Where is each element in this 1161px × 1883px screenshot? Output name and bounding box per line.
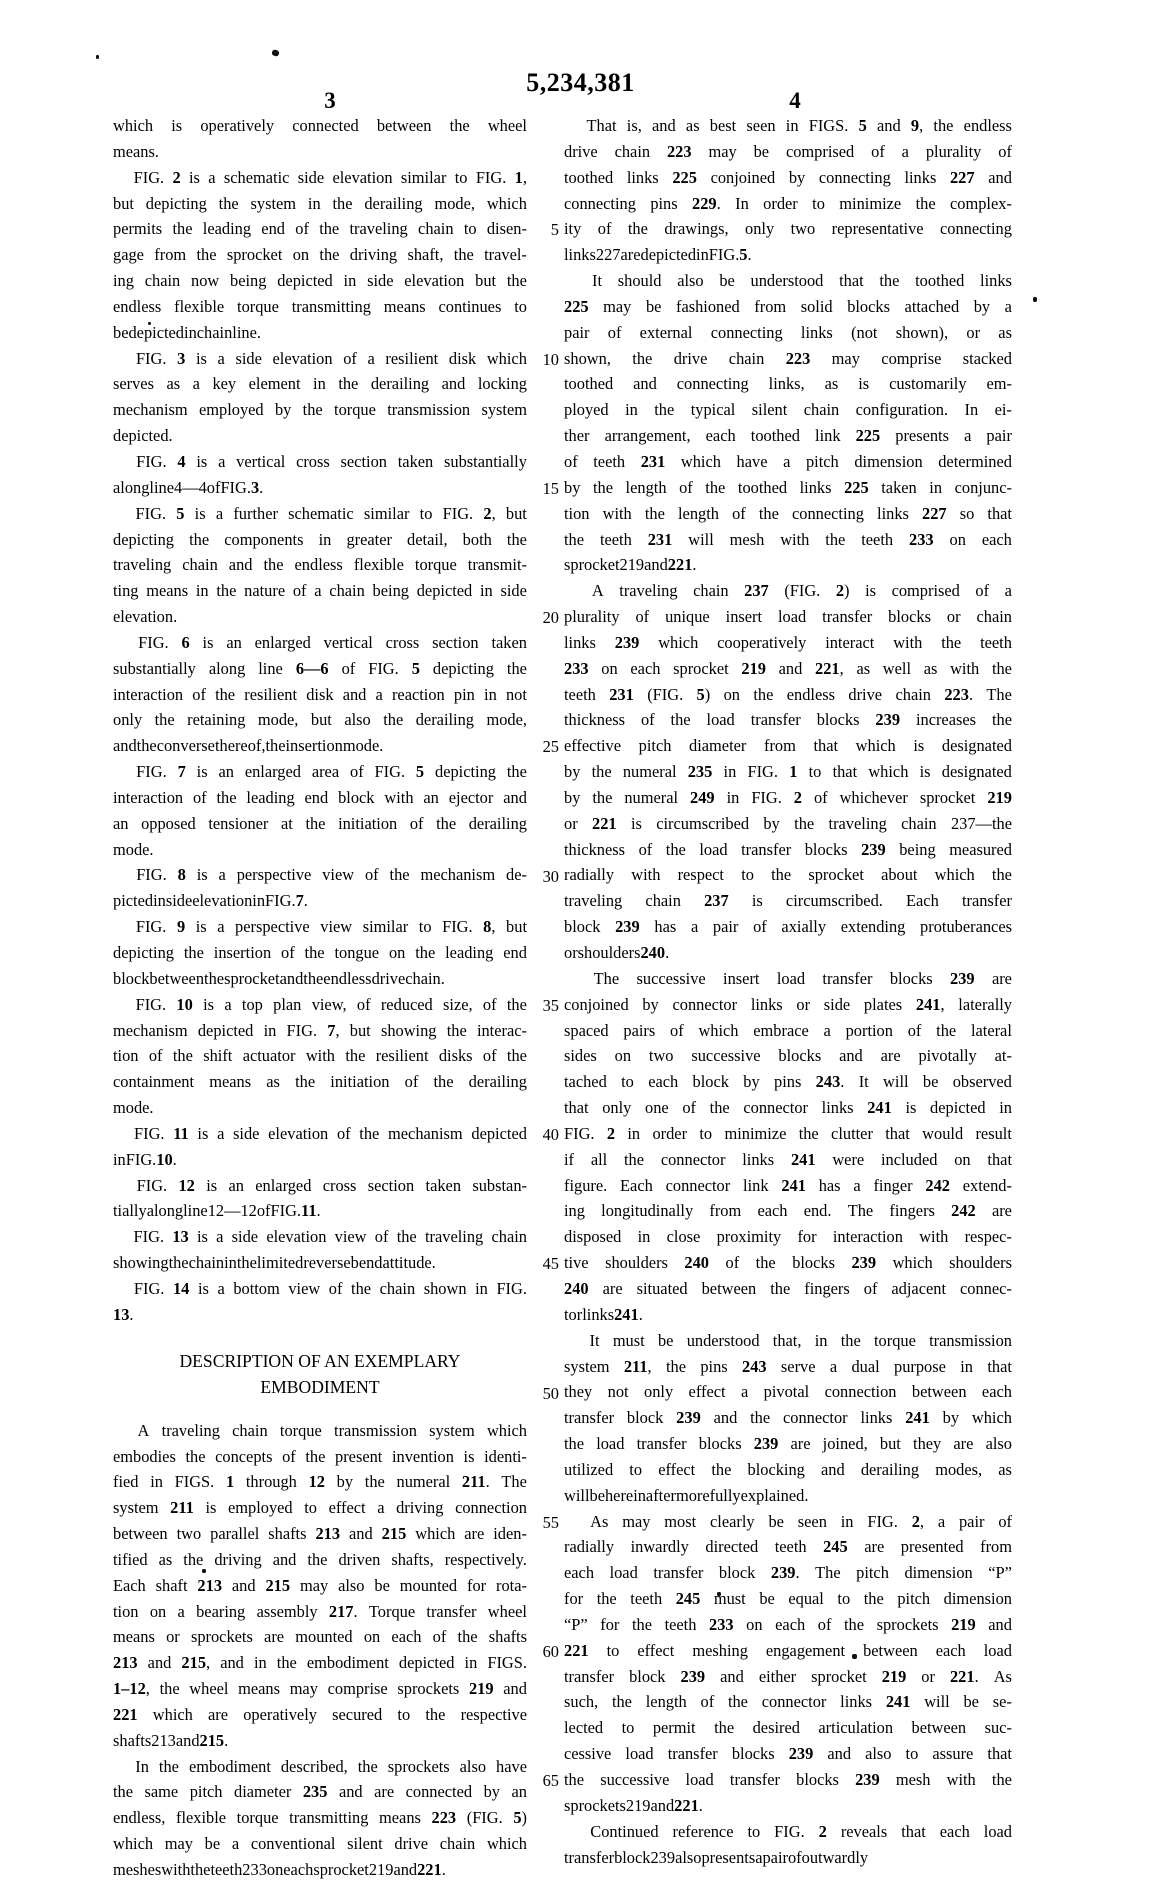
text-line: which may be a conventional silent drive chain which xyxy=(113,1834,527,1854)
text-line: block between the sprocket and the endless drive chain. xyxy=(113,968,445,988)
text-line: tion of the shift actuator with the resilient disks of the xyxy=(113,1046,527,1066)
text-line: depicted. xyxy=(113,426,173,446)
paragraph xyxy=(564,268,1012,578)
line-number: 20 xyxy=(542,608,559,628)
text-line: ther arrangement, each toothed link 225 presents a pair xyxy=(564,426,1012,446)
text-line: ting means in the nature of a chain being depicted in side xyxy=(113,581,527,601)
text-line: thickness of the load transfer blocks 239 being measured xyxy=(564,839,1012,859)
text-line: fied in FIGS. 1 through 12 by the numeral 211. The xyxy=(113,1472,527,1492)
text-line: showing the chain in the limited reverse bend attitude. xyxy=(113,1253,436,1273)
text-line: tached to each block by pins 243. It will be observed xyxy=(564,1072,1012,1092)
patent-number: 5,234,381 xyxy=(526,68,635,97)
page-number-right: 4 xyxy=(789,88,801,113)
text-line: means or sprockets are mounted on each of the shafts xyxy=(113,1627,527,1647)
text-line: shafts 213 and 215. xyxy=(113,1730,229,1750)
paragraph xyxy=(113,346,527,449)
paragraph xyxy=(113,1121,527,1173)
paragraph xyxy=(113,1754,527,1883)
text-line: 221 which are operatively secured to the respective xyxy=(113,1704,527,1724)
line-number: 5 xyxy=(550,220,559,240)
text-line: ity of the drawings, only two representative connecting xyxy=(564,219,1012,239)
text-line: FIG. 2 in order to minimize the clutter that would result xyxy=(564,1123,1012,1143)
text-line: It should also be understood that the toothed links xyxy=(592,271,1012,291)
text-line: tially along line 12—12 of FIG. 11. xyxy=(113,1201,321,1221)
text-line: which is operatively connected between the wheel xyxy=(113,116,527,135)
text-line: drive chain 223 may be comprised of a plurality of xyxy=(564,141,1012,161)
text-line: between two parallel shafts 213 and 215 which are iden- xyxy=(113,1524,527,1544)
paragraph xyxy=(113,630,527,759)
text-line: tion with the length of the connecting links 227 so that xyxy=(564,503,1012,523)
text-line: only the retaining mode, but also the derailing mode, xyxy=(113,710,527,730)
line-number: 35 xyxy=(542,995,559,1015)
text-line: figure. Each connector link 241 has a finger 242 extend- xyxy=(564,1175,1012,1195)
text-line: teeth 231 (FIG. 5) on the endless drive chain 223. The xyxy=(564,684,1012,704)
text-line: FIG. 14 is a bottom view of the chain shown in FIG. xyxy=(133,1278,527,1298)
text-line: lected to permit the desired articulation between suc- xyxy=(564,1718,1012,1738)
text-line: the teeth 231 will mesh with the teeth 233 on each xyxy=(564,529,1012,549)
line-number: 10 xyxy=(542,349,559,369)
text-line: It must be understood that, in the torque transmission xyxy=(589,1330,1012,1350)
text-line: the successive load transfer blocks 239 mesh with the xyxy=(564,1770,1012,1789)
line-number: 45 xyxy=(542,1254,559,1274)
text-line: along line 4—4 of FIG. 3. xyxy=(113,477,264,497)
line-number: 25 xyxy=(542,737,559,757)
text-line: FIG. 7 is an enlarged area of FIG. 5 depicting the xyxy=(136,762,527,782)
text-line: mode. xyxy=(113,1098,154,1118)
line-number: 55 xyxy=(542,1512,559,1532)
text-line: FIG. 11 is a side elevation of the mechanism depicted xyxy=(134,1123,527,1143)
text-line: “P” for the teeth 233 on each of the sprockets 219 and xyxy=(564,1614,1012,1634)
text-line: by the numeral 235 in FIG. 1 to that which is designated xyxy=(564,762,1012,782)
paragraph xyxy=(113,1173,527,1225)
text-line: utilized to effect the blocking and derailing modes, as xyxy=(564,1459,1012,1479)
text-line: and the converse thereof, the insertion mode. xyxy=(113,736,384,756)
scan-speck xyxy=(96,55,99,59)
text-line: substantially along line 6—6 of FIG. 5 depicting the xyxy=(113,658,527,678)
text-line: The successive insert load transfer blocks 239 are xyxy=(593,968,1012,988)
text-line: plurality of unique insert load transfer blocks or chain xyxy=(564,607,1012,627)
text-line: tion on a bearing assembly 217. Torque transfer wheel xyxy=(113,1601,527,1621)
line-number: 60 xyxy=(542,1642,559,1662)
text-line: 13. xyxy=(113,1304,134,1324)
text-line: Each shaft 213 and 215 may also be mounted for rota- xyxy=(113,1575,527,1595)
text-line: pair of external connecting links (not shown), or as xyxy=(564,322,1012,342)
left-text-column xyxy=(113,113,527,1883)
text-line: mechanism employed by the torque transmission system xyxy=(113,400,527,420)
scan-speck xyxy=(271,49,280,57)
text-line: As may most clearly be seen in FIG. 2, a pair of xyxy=(590,1511,1012,1531)
right-text-column xyxy=(564,113,1012,1870)
paragraph xyxy=(564,966,1012,1328)
text-line: thickness of the load transfer blocks 239 increases the xyxy=(564,710,1012,730)
text-line: 225 may be fashioned from solid blocks attached by a xyxy=(564,296,1012,316)
scan-speck xyxy=(1033,297,1037,302)
text-line: FIG. 5 is a further schematic similar to FIG. 2, but xyxy=(135,503,527,523)
paragraph xyxy=(564,113,1012,268)
text-line: of teeth 231 which have a pitch dimension determined xyxy=(564,451,1012,471)
text-line: transfer block 239 and the connector links 241 by which xyxy=(564,1408,1012,1428)
text-line: cessive load transfer blocks 239 and also to assure that xyxy=(564,1744,1012,1764)
text-line: for the teeth 245 must be equal to the pitch dimension xyxy=(564,1589,1012,1609)
text-line: transfer block 239 and either sprocket 219 or 221. As xyxy=(564,1666,1012,1686)
section-heading xyxy=(113,1348,527,1400)
text-line: traveling chain 237 is circumscribed. Each transfer xyxy=(564,891,1012,911)
text-line: each load transfer block 239. The pitch dimension “P” xyxy=(564,1563,1012,1583)
text-line: block 239 has a pair of axially extending protuberances xyxy=(564,917,1012,937)
paragraph xyxy=(113,1418,527,1754)
paragraph xyxy=(564,1328,1012,1509)
text-line: but depicting the system in the derailing mode, which xyxy=(113,193,527,213)
text-line: ployed in the typical silent chain configuration. In ei- xyxy=(564,400,1012,420)
text-line: spaced pairs of which embrace a portion of the lateral xyxy=(564,1020,1012,1040)
paragraph xyxy=(113,914,527,992)
text-line: disposed in close proximity for interaction with respec- xyxy=(564,1227,1012,1247)
section-heading-line: EMBODIMENT xyxy=(260,1376,380,1397)
paragraph xyxy=(113,992,527,1121)
text-line: That is, and as best seen in FIGS. 5 and 9, the endless xyxy=(586,116,1012,135)
section-heading-line: DESCRIPTION OF AN EXEMPLARY xyxy=(179,1350,461,1371)
text-line: the load transfer blocks 239 are joined, but they are also xyxy=(564,1434,1012,1454)
text-line: or 221 is circumscribed by the traveling chain 237—the xyxy=(564,813,1012,833)
text-line: system 211, the pins 243 serve a dual purpose in that xyxy=(564,1356,1012,1376)
text-line: by the length of the toothed links 225 taken in conjunc- xyxy=(564,477,1012,497)
text-line: FIG. 8 is a perspective view of the mechanism de- xyxy=(136,865,527,885)
text-line: A traveling chain torque transmission system which xyxy=(137,1420,527,1440)
text-line: In the embodiment described, the sprockets also have xyxy=(135,1756,527,1776)
text-line: sides on two successive blocks and are pivotally at- xyxy=(564,1046,1012,1066)
paragraph xyxy=(113,113,527,165)
text-line: such, the length of the connector links 241 will be se- xyxy=(564,1692,1012,1712)
text-line: an opposed tensioner at the initiation of the derailing xyxy=(113,813,527,833)
text-line: effective pitch diameter from that which is designated xyxy=(564,736,1012,756)
text-line: 213 and 215, and in the embodiment depicted in FIGS. xyxy=(113,1653,527,1673)
line-number: 30 xyxy=(542,866,559,886)
text-line: FIG. 6 is an enlarged vertical cross section taken xyxy=(138,632,527,652)
text-line: 221 to effect meshing engagement between each load xyxy=(564,1640,1012,1660)
text-line: toothed links 225 conjoined by connecting links 227 and xyxy=(564,167,1012,187)
text-line: FIG. 12 is an enlarged cross section taken substan- xyxy=(136,1175,527,1195)
text-line: be depicted in chain line. xyxy=(113,322,261,342)
text-line: ing chain now being depicted in side elevation but the xyxy=(113,271,527,291)
text-line: radially with respect to the sprocket about which the xyxy=(564,865,1012,885)
line-number: 40 xyxy=(542,1125,559,1145)
text-line: if all the connector links 241 were included on that xyxy=(564,1149,1012,1169)
paragraph xyxy=(113,1276,527,1328)
text-line: FIG. 13 is a side elevation view of the traveling chain xyxy=(133,1227,527,1247)
text-line: permits the leading end of the traveling chain to disen- xyxy=(113,219,527,239)
paragraph xyxy=(113,501,527,630)
text-line: FIG. 9 is a perspective view similar to FIG. 8, but xyxy=(135,917,527,937)
page-number-left: 3 xyxy=(324,88,336,113)
text-line: ing longitudinally from each end. The fingers 242 are xyxy=(564,1201,1012,1221)
line-number: 15 xyxy=(542,478,559,498)
text-line: tor links 241. xyxy=(564,1304,643,1324)
text-line: depicting the insertion of the tongue on the leading end xyxy=(113,943,527,962)
text-line: that only one of the connector links 241 is depicted in xyxy=(564,1098,1012,1118)
text-line: connecting pins 229. In order to minimize the complex- xyxy=(564,193,1012,213)
text-line: gage from the sprocket on the driving shaft, the travel- xyxy=(113,245,527,265)
text-line: FIG. 3 is a side elevation of a resilient disk which xyxy=(135,348,527,368)
text-line: tive shoulders 240 of the blocks 239 which shoulders xyxy=(564,1253,1012,1273)
text-line: by the numeral 249 in FIG. 2 of whichever sprocket 219 xyxy=(564,787,1012,807)
paragraph xyxy=(113,759,527,862)
text-line: shown, the drive chain 223 may comprise stacked xyxy=(564,348,1012,368)
text-line: system 211 is employed to effect a driving connection xyxy=(113,1498,527,1518)
text-line: or shoulders 240. xyxy=(564,943,670,962)
text-line: tified as the driving and the driven shafts, respectively. xyxy=(113,1549,527,1569)
text-line: in FIG. 10. xyxy=(113,1149,177,1169)
text-line: mode. xyxy=(113,839,154,859)
text-line: interaction of the resilient disk and a reaction pin in not xyxy=(113,684,527,704)
text-line: mechanism depicted in FIG. 7, but showing the interac- xyxy=(113,1020,527,1040)
text-line: FIG. 4 is a vertical cross section taken substantially xyxy=(136,451,527,471)
paragraph xyxy=(113,165,527,346)
text-line: links 227 are depicted in FIG. 5. xyxy=(564,245,752,265)
text-line: depicting the components in greater detail, both the xyxy=(113,529,527,549)
paragraph xyxy=(113,862,527,914)
text-line: conjoined by connector links or side plates 241, laterally xyxy=(564,994,1012,1014)
text-line: toothed and connecting links, as is customarily em- xyxy=(564,374,1012,394)
text-line: they not only effect a pivotal connection between each xyxy=(564,1382,1012,1402)
line-number: 65 xyxy=(542,1771,559,1791)
paragraph xyxy=(564,578,1012,966)
text-line: meshes with the teeth 233 on each sprocket 219 and 221. xyxy=(113,1860,446,1879)
text-line: endless flexible torque transmitting means continues to xyxy=(113,296,527,316)
text-line: FIG. 10 is a top plan view, of reduced size, of the xyxy=(135,994,527,1014)
paragraph xyxy=(564,1509,1012,1819)
line-number: 50 xyxy=(542,1383,559,1403)
text-line: links 239 which cooperatively interact with the teeth xyxy=(564,632,1012,652)
text-line: endless, flexible torque transmitting means 223 (FIG. 5) xyxy=(113,1808,527,1828)
text-line: FIG. 2 is a schematic side elevation similar to FIG. 1, xyxy=(133,167,527,187)
text-line: traveling chain and the endless flexible torque transmit- xyxy=(113,555,527,575)
text-line: sprockets 219 and 221. xyxy=(564,1795,703,1815)
text-line: elevation. xyxy=(113,607,178,627)
paragraph xyxy=(564,1819,1012,1871)
text-line: 240 are situated between the fingers of adjacent connec- xyxy=(564,1278,1012,1298)
text-line: radially inwardly directed teeth 245 are presented from xyxy=(564,1537,1012,1557)
text-line: embodies the concepts of the present invention is identi- xyxy=(113,1446,527,1466)
text-line: containment means as the initiation of the derailing xyxy=(113,1072,527,1092)
text-line: sprocket 219 and 221. xyxy=(564,555,697,575)
text-line: serves as a key element in the derailing and locking xyxy=(113,374,527,394)
paragraph xyxy=(113,449,527,501)
text-line: the same pitch diameter 235 and are connected by an xyxy=(113,1782,527,1802)
text-line: interaction of the leading end block with an ejector and xyxy=(113,787,527,807)
text-line: A traveling chain 237 (FIG. 2) is comprised of a xyxy=(591,581,1012,601)
text-line: Continued reference to FIG. 2 reveals that each load xyxy=(590,1821,1012,1841)
text-line: transfer block 239 also presents a pair of outwardly xyxy=(564,1847,869,1867)
text-line: picted in side elevation in FIG. 7. xyxy=(113,891,308,911)
text-line: means. xyxy=(113,141,159,161)
text-line: 233 on each sprocket 219 and 221, as well as with the xyxy=(564,658,1012,678)
text-line: will be hereinafter more fully explained. xyxy=(564,1485,809,1505)
paragraph xyxy=(113,1224,527,1276)
text-line: 1–12, the wheel means may comprise sprockets 219 and xyxy=(113,1679,527,1699)
